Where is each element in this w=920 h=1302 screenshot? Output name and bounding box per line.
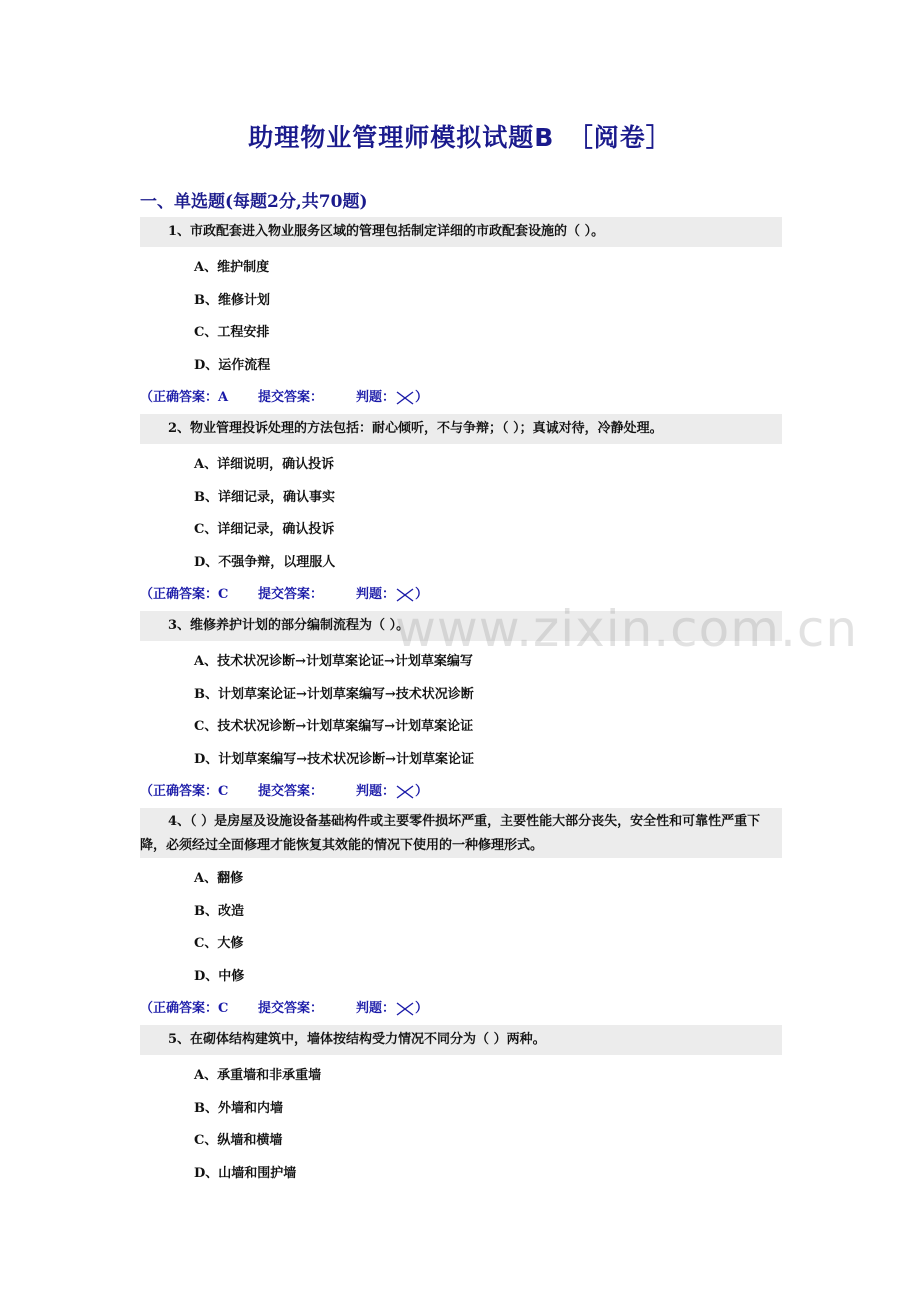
option-d[interactable]: D、不强争辩，以理服人 xyxy=(194,554,336,570)
question-4 xyxy=(140,808,782,1025)
correct-answer: （正确答案：C xyxy=(140,784,229,799)
watermark: www.zixin.com.cn xyxy=(395,600,859,658)
option-a[interactable]: A、承重墙和非承重墙 xyxy=(194,1068,322,1083)
judge-label: 判题： xyxy=(356,390,396,405)
correct-answer: （正确答案：C xyxy=(140,1001,229,1016)
option-list xyxy=(140,646,782,776)
question-stem: 5、在砌体结构建筑中，墙体按结构受力情况不同分为（ ）两种。 xyxy=(140,1025,782,1055)
correct-answer: （正确答案：A xyxy=(140,390,229,405)
option-c[interactable]: C、工程安排 xyxy=(194,325,270,340)
question-stem: 2、物业管理投诉处理的方法包括：耐心倾听，不与争辩；（ ）；真诚对待，冷静处理。 xyxy=(140,414,782,444)
question-stem: 3、维修养护计划的部分编制流程为（ ）。 xyxy=(140,611,782,641)
question-3 xyxy=(140,611,782,808)
question-list xyxy=(140,217,782,1190)
cross-icon xyxy=(396,1002,414,1016)
answer-line xyxy=(140,579,782,611)
question-1 xyxy=(140,217,782,414)
judge-label: 判题： xyxy=(356,587,396,602)
answer-line xyxy=(140,382,782,414)
option-b[interactable]: B、计划草案论证→计划草案编写→技术状况诊断 xyxy=(194,686,474,702)
cross-icon xyxy=(396,785,414,799)
judge-close: ） xyxy=(415,587,429,602)
option-list xyxy=(140,1060,782,1190)
option-a[interactable]: A、翻修 xyxy=(194,871,244,886)
option-d[interactable]: D、中修 xyxy=(194,968,245,984)
answer-line xyxy=(140,993,782,1025)
question-stem: 1、市政配套进入物业服务区域的管理包括制定详细的市政配套设施的（ ）。 xyxy=(140,217,782,247)
question-stem: 4、（ ）是房屋及设施设备基础构件或主要零件损坏严重，主要性能大部分丧失，安全性和可靠性严重下降，必须经过全面修理才能恢复其效能的情况下使用的一种修理形式。 xyxy=(140,808,782,858)
option-b[interactable]: B、维修计划 xyxy=(194,292,270,308)
option-list xyxy=(140,449,782,579)
option-c[interactable]: C、纵墙和横墙 xyxy=(194,1133,283,1148)
option-b[interactable]: B、详细记录，确认事实 xyxy=(194,489,335,505)
answer-line xyxy=(140,776,782,808)
submitted-answer: 提交答案： xyxy=(258,587,324,602)
cross-icon xyxy=(396,588,414,602)
option-d[interactable]: D、山墙和围护墙 xyxy=(194,1165,297,1181)
option-list xyxy=(140,863,782,993)
judge-label: 判题： xyxy=(356,784,396,799)
question-5 xyxy=(140,1025,782,1190)
option-a[interactable]: A、技术状况诊断→计划草案论证→计划草案编写 xyxy=(194,654,473,669)
judge-close: ） xyxy=(415,390,429,405)
correct-answer: （正确答案：C xyxy=(140,587,229,602)
option-c[interactable]: C、大修 xyxy=(194,936,244,951)
judge-close: ） xyxy=(415,1001,429,1016)
submitted-answer: 提交答案： xyxy=(258,1001,324,1016)
option-list xyxy=(140,252,782,382)
option-a[interactable]: A、维护制度 xyxy=(194,260,270,275)
option-a[interactable]: A、详细说明，确认投诉 xyxy=(194,457,335,472)
option-c[interactable]: C、详细记录，确认投诉 xyxy=(194,522,335,537)
question-2 xyxy=(140,414,782,611)
option-c[interactable]: C、技术状况诊断→计划草案编写→计划草案论证 xyxy=(194,719,474,734)
submitted-answer: 提交答案： xyxy=(258,390,324,405)
cross-icon xyxy=(396,391,414,405)
option-d[interactable]: D、运作流程 xyxy=(194,357,271,373)
page-title: 助理物业管理师模拟试题B ［阅卷］ xyxy=(248,123,672,152)
section-heading: 一、单选题(每题2分,共70题) xyxy=(140,192,368,212)
submitted-answer: 提交答案： xyxy=(258,784,324,799)
judge-label: 判题： xyxy=(356,1001,396,1016)
option-d[interactable]: D、计划草案编写→技术状况诊断→计划草案论证 xyxy=(194,751,475,767)
option-b[interactable]: B、改造 xyxy=(194,903,244,919)
judge-close: ） xyxy=(415,784,429,799)
option-b[interactable]: B、外墙和内墙 xyxy=(194,1100,283,1116)
